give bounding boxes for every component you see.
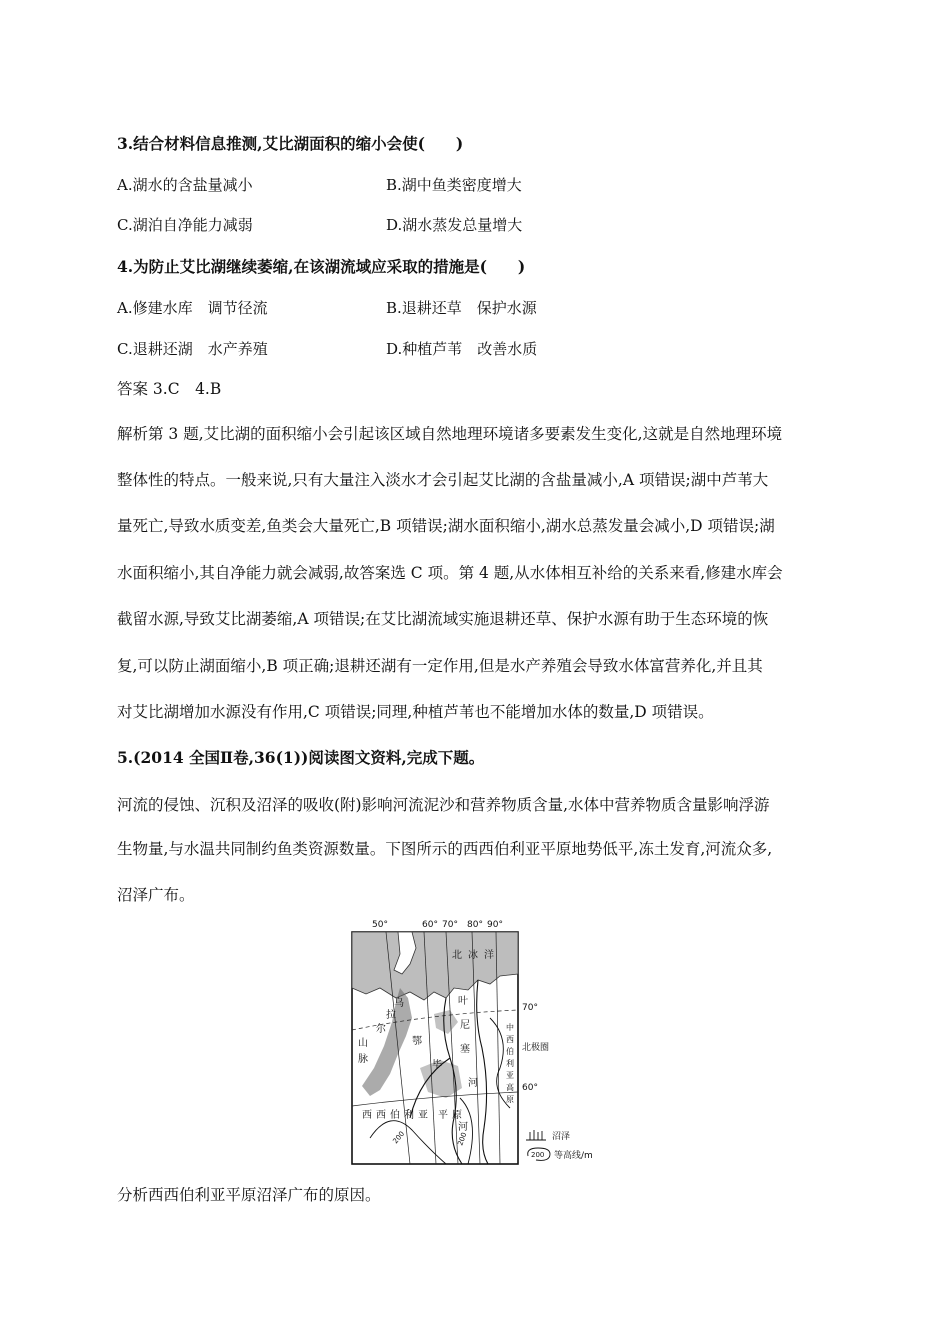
q4-option-c: C.退耕还湖 水产养殖: [117, 340, 268, 358]
material-line: 沼泽广布。: [117, 886, 195, 904]
q3-option-a: A.湖水的含盐量减小: [117, 176, 253, 194]
map-lon-label: 50°: [372, 920, 388, 930]
material-line: 生物量,与水温共同制约鱼类资源数量。下图所示的西西伯利亚平原地势低平,冻土发育,河流众多,: [117, 840, 773, 858]
analysis-line: 水面积缩小,其自净能力就会减弱,故答案选 C 项。第 4 题,从水体相互补给的关系来看,修建水库会: [117, 564, 783, 582]
plateau-label: 中: [506, 1023, 514, 1032]
analysis-line: 解析第 3 题,艾比湖的面积缩小会引起该区域自然地理环境诸多要素发生变化,这就是自然地理环境: [117, 425, 783, 443]
map-legend: [526, 1130, 593, 1161]
q4-option-b: B.退耕还草 保护水源: [386, 299, 537, 317]
plain-label: 利: [404, 1110, 414, 1121]
legend-swamp: 沼泽: [552, 1132, 571, 1142]
map-lat-label: 60°: [522, 1083, 538, 1093]
mountain-label: 拉: [386, 1010, 396, 1021]
analysis-line: 复,可以防止湖面缩小,B 项正确;退耕还湖有一定作用,但是水产养殖会导致水体富营养化,并且其: [117, 657, 763, 675]
plateau-label: 利: [506, 1059, 514, 1068]
plain-label: 西: [376, 1110, 386, 1121]
answer-line: 答案 3.C 4.B: [117, 380, 222, 398]
plateau-label: 伯: [506, 1047, 514, 1056]
river-label: 叶: [458, 996, 468, 1007]
q5-question: 分析西西伯利亚平原沼泽广布的原因。: [117, 1186, 381, 1204]
map-lon-label: 80°: [467, 920, 483, 930]
legend-contour-value: 200: [531, 1151, 545, 1159]
plateau-label: 亚: [506, 1071, 514, 1080]
map-lon-label: 60°: [422, 920, 438, 930]
q4-stem: 4.为防止艾比湖继续萎缩,在该湖流域应采取的措施是( ): [117, 257, 526, 276]
analysis-line: 整体性的特点。一般来说,只有大量注入淡水才会引起艾比湖的含盐量减小,A 项错误;湖中芦苇大: [117, 471, 769, 489]
river-label: 毕: [432, 1060, 442, 1071]
q3-option-d: D.湖水蒸发总量增大: [386, 216, 523, 234]
arctic-circle-label: 北极圈: [522, 1043, 550, 1053]
mountain-label: 乌: [394, 998, 404, 1009]
river-label: 塞: [460, 1044, 470, 1055]
mountain-label: 尔: [376, 1024, 386, 1035]
analysis-line: 量死亡,导致水质变差,鱼类会大量死亡,B 项错误;湖水面积缩小,湖水总蒸发量会减小,D 项错误;湖: [117, 517, 775, 535]
sea-label: 冰: [468, 950, 478, 961]
contour-value: 200: [456, 1131, 469, 1147]
mountain-label: 脉: [358, 1054, 368, 1065]
q4-option-d: D.种植芦苇 改善水质: [386, 340, 538, 358]
plain-label: 平: [438, 1110, 448, 1121]
plateau-label: 西: [506, 1035, 514, 1044]
plateau-label: 高: [506, 1083, 514, 1092]
q4-option-a: A.修建水库 调节径流: [117, 299, 268, 317]
contour-value: 200: [391, 1129, 407, 1146]
swamp-legend-icon: [526, 1130, 546, 1140]
q3-stem: 3.结合材料信息推测,艾比湖面积的缩小会使( ): [117, 134, 464, 153]
analysis-line: 对艾比湖增加水源没有作用,C 项错误;同理,种植芦苇也不能增加水体的数量,D 项错误。: [117, 703, 714, 721]
river-label: 河: [468, 1078, 478, 1089]
plain-label: 亚: [418, 1110, 428, 1121]
west-siberia-map: [350, 918, 640, 1168]
q3-option-c: C.湖泊自净能力减弱: [117, 216, 253, 234]
analysis-line: 截留水源,导致艾比湖萎缩,A 项错误;在艾比湖流域实施退耕还草、保护水源有助于生态环境的恢: [117, 610, 769, 628]
river-label: 河: [458, 1122, 468, 1133]
plateau-label: 原: [506, 1095, 514, 1104]
legend-contour: 等高线/m: [554, 1151, 593, 1161]
plain-label: 伯: [390, 1110, 400, 1121]
material-line: 河流的侵蚀、沉积及沼泽的吸收(附)影响河流泥沙和营养物质含量,水体中营养物质含量影响浮游: [117, 796, 770, 814]
q3-option-b: B.湖中鱼类密度增大: [386, 176, 522, 194]
map-lat-label: 70°: [522, 1003, 538, 1013]
q5-stem: 5.(2014 全国Ⅱ卷,36(1))阅读图文资料,完成下题。: [117, 748, 485, 767]
plain-label: 西: [362, 1110, 372, 1121]
river-label: 鄂: [412, 1036, 422, 1047]
river-label: 尼: [460, 1020, 470, 1031]
mountain-label: 山: [358, 1038, 368, 1049]
sea-label: 洋: [484, 950, 494, 961]
plain-label: 原: [452, 1110, 462, 1121]
map-lon-label: 70°: [442, 920, 458, 930]
sea-label: 北: [452, 950, 462, 961]
map-lon-label: 90°: [487, 920, 503, 930]
